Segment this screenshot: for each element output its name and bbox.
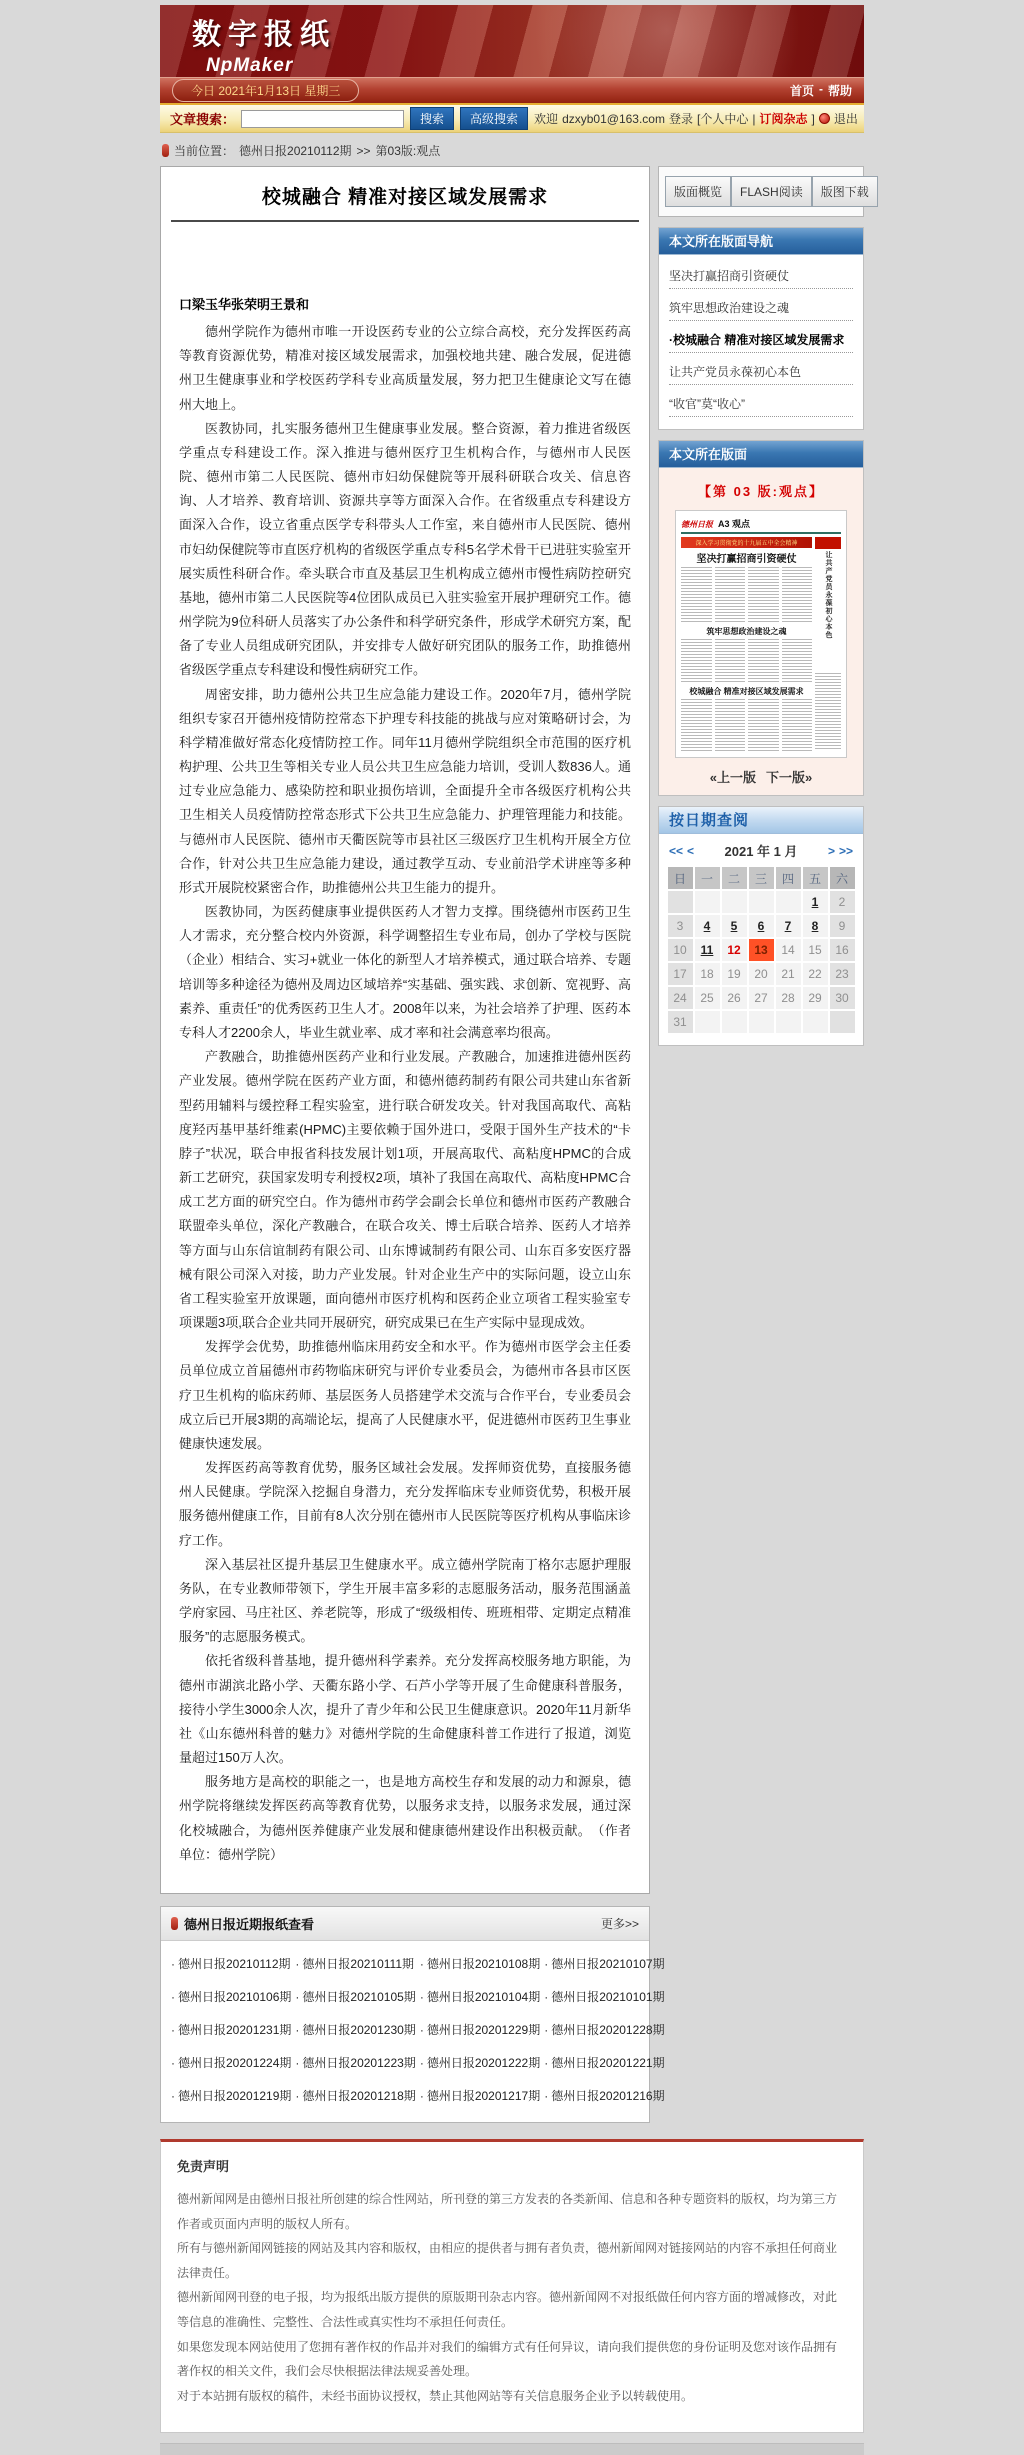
- thumbnail-section: A3 观点: [718, 519, 751, 529]
- thumbnail-text-columns: [681, 699, 812, 751]
- logo-subtitle: NpMaker: [206, 55, 294, 76]
- help-link[interactable]: 帮助: [827, 84, 852, 98]
- logout-icon: [819, 113, 830, 124]
- bullet-icon: ·: [171, 2056, 175, 2070]
- article-title: 校城融合 精准对接区域发展需求: [261, 187, 549, 208]
- main-column: [160, 166, 665, 2123]
- login-link[interactable]: 登录: [668, 112, 693, 126]
- flash-read-button[interactable]: FLASH阅读: [731, 176, 812, 207]
- page-number-label: 【第 03 版:观点】: [697, 484, 824, 499]
- page-container: [160, 5, 869, 2455]
- recent-issue-label: 德州日报20201228期: [551, 2023, 665, 2037]
- disclaimer-paragraph: 所有与德州新闻网链接的网站及其内容和版权，由相应的提供者与拥有者负责，德州新闻网对链接网站的内容不承担任何商业法律责任。: [177, 2241, 838, 2280]
- recent-issue-label: 德州日报20201229期: [426, 2023, 541, 2037]
- thumbnail-headline-3: 校城融合 精准对接区域发展需求: [689, 687, 804, 696]
- recent-issue-link[interactable]: [542, 2046, 666, 2079]
- calendar-day: 24: [668, 987, 693, 1009]
- bullet-icon: ·: [544, 1990, 549, 2004]
- calendar-day: 23: [830, 963, 855, 985]
- breadcrumb-section-link[interactable]: 第03版:观点: [375, 144, 441, 158]
- recent-issue-label: 德州日报20210108期: [426, 1957, 541, 1971]
- calendar-day: 3: [668, 915, 693, 937]
- recent-issue-link[interactable]: [293, 2013, 417, 2046]
- bullet-icon: ·: [544, 2023, 549, 2037]
- current-page-panel-title: 本文所在版面: [659, 441, 863, 468]
- breadcrumb-marker-icon: [162, 144, 169, 157]
- nav-separator: -: [818, 82, 823, 96]
- current-page-panel-body: [659, 468, 863, 795]
- calendar-day: [695, 1011, 720, 1033]
- page-article-link[interactable]: ·校城融合 精准对接区域发展需求: [669, 321, 853, 353]
- disclaimer-paragraph: 对于本站拥有版权的稿件，未经书面协议授权，禁止其他网站等有关信息服务企业予以转载使用。: [177, 2388, 694, 2403]
- calendar-day-header: 一: [695, 867, 720, 889]
- calendar-day: [830, 1011, 855, 1033]
- user-center-link[interactable]: [个人中心: [696, 112, 749, 126]
- page-download-button[interactable]: 版图下载: [812, 176, 878, 207]
- calendar-day[interactable]: 4: [695, 915, 720, 937]
- calendar-day: 20: [749, 963, 774, 985]
- calendar-day: 18: [695, 963, 720, 985]
- bottom-strip: [160, 2443, 864, 2455]
- recent-issue-link[interactable]: [293, 1947, 417, 1980]
- recent-issue-label: 德州日报20201230期: [302, 2023, 416, 2037]
- next-year-arrow[interactable]: >>: [838, 843, 853, 858]
- disclaimer-text: [177, 2187, 847, 2408]
- calendar-day[interactable]: 1: [803, 891, 828, 913]
- disclaimer-paragraph: 德州新闻网是由德州日报社所创建的综合性网站，所刊登的第三方发表的各类新闻、信息和各种专题资料的版权，均为第三方作者或页面内声明的版权人所有。: [177, 2192, 838, 2231]
- recent-issue-link[interactable]: [418, 2013, 542, 2046]
- bullet-icon: ·: [419, 2023, 424, 2037]
- bullet-icon: ·: [295, 2056, 300, 2070]
- bullet-icon: ·: [171, 1990, 175, 2004]
- bullet-icon: ·: [544, 1957, 549, 1971]
- calendar-day[interactable]: 12: [722, 939, 747, 961]
- disclaimer-paragraph: 德州新闻网刊登的电子报，均为报纸出版方提供的原版期刊杂志内容。德州新闻网不对报纸做任何内容方面的增减修改，对此等信息的准确性、完整性、合法性或真实性均不承担任何责任。: [177, 2290, 838, 2329]
- calendar-day: 31: [668, 1011, 693, 1033]
- title-divider: [171, 220, 639, 222]
- prev-year-arrow[interactable]: <<: [669, 843, 684, 858]
- calendar-day: 22: [803, 963, 828, 985]
- calendar-day: 19: [722, 963, 747, 985]
- calendar-day: 28: [776, 987, 801, 1009]
- article-paragraph: 医教协同，为医药健康事业提供医药人才智力支撑。围绕德州市医药卫生人才需求，充分整合校内外资源，科学调整招生专业布局，创办了学校与医院（企业）相结合、实习+就业一体化的新型人才培养模式，通过联合培养、专题培训等多种途径为德州及周边区域培养“实基础、强实践、求创新、宽视野、高素养、重责任”的优秀医药卫生人才。2008年以来，为社会培养了护理、医药本专科人才2200余人，毕业生就业率、成才率和社会满意率均很高。: [179, 904, 631, 1040]
- recent-issue-link[interactable]: [169, 1980, 293, 2013]
- user-email: dzxyb01@163.com: [562, 111, 665, 126]
- thumbnail-paper-logo: 德州日报: [681, 520, 713, 529]
- recent-marker-icon: [171, 1917, 178, 1930]
- calendar-day: 2: [830, 891, 855, 913]
- calendar-day[interactable]: 5: [722, 915, 747, 937]
- calendar-day: 26: [722, 987, 747, 1009]
- thumbnail-text-columns: [681, 639, 812, 683]
- search-label: 文章搜索：: [170, 112, 236, 127]
- article-body: [161, 320, 649, 1867]
- calendar-day: 10: [668, 939, 693, 961]
- page-nav-panel: [658, 227, 864, 430]
- thumbnail-headline-1: 坚决打赢招商引资硬仗: [696, 554, 797, 565]
- prev-month-arrow[interactable]: <: [687, 843, 695, 858]
- calendar-day: 9: [830, 915, 855, 937]
- bullet-icon: ·: [544, 2056, 549, 2070]
- disclaimer-paragraph: 如果您发现本网站使用了您拥有著作权的作品并对我们的编辑方式有任何异议，请向我们提供您的身份证明及您对该作品拥有著作权的相关文件，我们会尽快根据法律法规妥善处理。: [177, 2339, 838, 2379]
- home-link[interactable]: 首页: [789, 84, 814, 98]
- recent-issues-header: [161, 1907, 649, 1941]
- calendar-day-header: 三: [749, 867, 774, 889]
- calendar-nav: [659, 834, 863, 862]
- search-bar: [160, 103, 864, 133]
- recent-issues-grid: [161, 1941, 665, 2122]
- article-paragraph: 医教协同，扎实服务德州卫生健康事业发展。整合资源，着力推进省级医学重点专科建设工作。深入推进与德州医疗卫生机构合作，与德州市人民医院、德州市第二人民医院、德州市妇幼保健院等开展科研联合攻关、信息咨询、人才培养、教育培训、资源共享等方面深入合作。在省级重点专科建设方面深入合作，设立省重点医学专科带头人工作室，来自德州市人民医院、德州市妇幼保健院等市直医疗机构的省级医学重点专科5名学术骨干已进驻实验室开展实质性科研合作。牵头联合市直及基层卫生机构成立德州市慢性病防控研究基地，德州市第二人民医院等4位团队成员已入驻实验室开展护理研究工作。德州学院为9位科研人员落实了办公条件和科学研究条件，形成学术研究方案，配备了专业人员组成研究团队，并安排专人做好研究团队的服务工作，助推德州省级医学重点专科建设和慢性病研究工作。: [179, 420, 631, 678]
- breadcrumb-separator: >>: [356, 143, 371, 158]
- account-separator: |: [752, 111, 756, 126]
- calendar-day: 21: [776, 963, 801, 985]
- article-paragraph: 依托省级科普基地，提升德州科学素养。充分发挥高校服务地方职能，为德州市湖滨北路小学、天衢东路小学、石芦小学等开展了生命健康科普服务，接待小学生3000余人次，提升了青少年和公民卫生健康意识。2020年11月新华社《山东德州科普的魅力》对德州学院的生命健康科普工作进行了报道，浏览量超过150万人次。: [179, 1653, 631, 1766]
- welcome-label: 欢迎: [534, 112, 559, 126]
- calendar-day: 16: [830, 939, 855, 961]
- bullet-icon: ·: [171, 1957, 175, 1971]
- calendar-day: [668, 891, 693, 913]
- recent-issue-link[interactable]: [542, 2079, 666, 2112]
- bullet-icon: ·: [295, 1990, 300, 2004]
- thumbnail-banner: 深入学习贯彻党的十九届五中全会精神: [681, 537, 812, 548]
- page-pager: [665, 758, 857, 789]
- article-paragraph: 深入基层社区提升基层卫生健康水平。成立德州学院南丁格尔志愿护理服务队，在专业教师带领下，学生开展丰富多彩的志愿服务活动，服务范围涵盖学府家园、马庄社区、养老院等，形成了“级级相传、班班相带、定期定点精准服务”的志愿服务模式。: [179, 1556, 631, 1645]
- recent-issue-link[interactable]: [418, 2079, 542, 2112]
- search-button[interactable]: 搜索: [410, 107, 454, 130]
- calendar-day[interactable]: 11: [695, 939, 720, 961]
- recent-issue-label: 德州日报20201217期: [426, 2089, 541, 2103]
- bullet-icon: ·: [295, 2089, 300, 2103]
- page-article-list: [659, 255, 863, 429]
- calendar-day: 15: [803, 939, 828, 961]
- bullet-icon: ·: [419, 1957, 424, 1971]
- recent-issue-label: 德州日报20201216期: [551, 2089, 665, 2103]
- article-search-input[interactable]: [241, 110, 404, 128]
- calendar-table: [666, 865, 857, 1035]
- sidebar: [658, 166, 869, 1046]
- recent-issue-link[interactable]: [418, 2046, 542, 2079]
- article-paragraph: 发挥医药高等教育优势，服务区域社会发展。发挥师资优势，直接服务德州人民健康。学院深入挖掘自身潜力，充分发挥临床专业师资优势，积极开展服务德州健康工作，目前有8人次分别在德州市人民医院等医疗机构从事临床诊疗工作。: [179, 1460, 631, 1548]
- date-bar: [160, 77, 864, 103]
- calendar-day: 30: [830, 987, 855, 1009]
- recent-issue-label: 德州日报20201224期: [178, 2056, 292, 2070]
- recent-issue-link[interactable]: [169, 2079, 293, 2112]
- recent-issue-label: 德州日报20210101期: [551, 1990, 665, 2004]
- disclaimer-box: [160, 2139, 864, 2433]
- page-overview-button[interactable]: 版面概览: [665, 176, 731, 207]
- calendar-day: 14: [776, 939, 801, 961]
- calendar-day-header: 六: [830, 867, 855, 889]
- top-nav: [790, 82, 852, 99]
- bullet-icon: ·: [419, 2056, 424, 2070]
- recent-issue-label: 德州日报20210107期: [551, 1957, 665, 1971]
- calendar-day: [749, 891, 774, 913]
- bullet-icon: ·: [171, 2089, 175, 2103]
- bullet-icon: ·: [419, 2089, 424, 2103]
- calendar-day-header: 日: [668, 867, 693, 889]
- page-article-link[interactable]: 筑牢思想政治建设之魂: [669, 289, 853, 321]
- recent-issue-link[interactable]: [169, 2046, 293, 2079]
- article-paragraph: 服务地方是高校的职能之一，也是地方高校生存和发展的动力和源泉，德州学院将继续发挥医药高等教育优势，以服务求支持，以服务求发展，通过深化校城融合，为德州医养健康产业发展和健康德州建设作出积极贡献。 （作者单位：德州学院）: [179, 1774, 631, 1862]
- bullet-icon: ·: [544, 2089, 549, 2103]
- calendar-day: [722, 891, 747, 913]
- recent-issue-link[interactable]: [542, 1947, 666, 1980]
- calendar-day: [776, 1011, 801, 1033]
- calendar-day: [749, 1011, 774, 1033]
- bullet-icon: ·: [295, 2023, 300, 2037]
- recent-issue-link[interactable]: [169, 2013, 293, 2046]
- recent-issue-link[interactable]: [542, 2013, 666, 2046]
- calendar-month-label: 2021 年 1 月: [724, 844, 798, 859]
- bullet-icon: ·: [295, 1957, 300, 1971]
- site-logo: [192, 12, 336, 77]
- recent-issue-label: 德州日报20201223期: [302, 2056, 416, 2070]
- site-banner: [160, 5, 864, 77]
- calendar-day: 17: [668, 963, 693, 985]
- page-nav-panel-title: 本文所在版面导航: [659, 228, 863, 255]
- recent-issue-link[interactable]: [542, 1980, 666, 2013]
- logo-title: 数字报纸: [192, 19, 337, 51]
- calendar-day[interactable]: 6: [749, 915, 774, 937]
- recent-issue-label: 德州日报20201222期: [426, 2056, 541, 2070]
- calendar-day: 29: [803, 987, 828, 1009]
- recent-issue-label: 德州日报20210106期: [178, 1990, 292, 2004]
- calendar-day: [695, 891, 720, 913]
- page-article-link[interactable]: 坚决打赢招商引资硬仗: [669, 257, 853, 289]
- recent-issue-link[interactable]: [418, 1947, 542, 1980]
- article-box: [160, 166, 650, 1894]
- recent-issue-label: 德州日报20210104期: [426, 1990, 541, 2004]
- bullet-icon: ·: [419, 1990, 424, 2004]
- thumbnail-text-columns: [681, 567, 812, 623]
- recent-issue-label: 德州日报20210105期: [302, 1990, 416, 2004]
- next-month-arrow[interactable]: >: [827, 843, 835, 858]
- page-thumbnail[interactable]: [675, 510, 847, 758]
- calendar-day: 25: [695, 987, 720, 1009]
- subscribe-link[interactable]: 订阅杂志: [759, 112, 808, 126]
- recent-issue-label: 德州日报20201231期: [178, 2023, 292, 2037]
- calendar-day: [776, 891, 801, 913]
- thumbnail-headline-2: 筑牢思想政治建设之魂: [706, 627, 787, 636]
- calendar-day-header: 四: [776, 867, 801, 889]
- thumbnail-side-tag: [815, 537, 841, 549]
- thumbnail-side-headline: 让共产党员永葆初心本色: [825, 551, 832, 639]
- calendar-day[interactable]: 8: [803, 915, 828, 937]
- page-article-link[interactable]: “收官”莫“收心”: [669, 385, 853, 417]
- advanced-search-button[interactable]: 高级搜索: [460, 107, 528, 130]
- calendar-selected-day[interactable]: 13: [749, 939, 774, 961]
- recent-issue-label: 德州日报20210112期: [178, 1957, 291, 1971]
- thumbnail-side-column: [815, 537, 841, 751]
- recent-issue-link[interactable]: [293, 2046, 417, 2079]
- calendar-panel: [658, 806, 864, 1046]
- recent-issue-link[interactable]: [293, 2079, 417, 2112]
- article-paragraph: 发挥学会优势，助推德州临床用药安全和水平。作为德州市医学会主任委员单位成立首届德州市药物临床研究与评价专业委员会，为德州市各县市区医疗卫生机构的临床药师、基层医务人员搭建学术交流与合作平台，专业委员会成立后已开展3期的高端论坛，提高了人民健康水平，促进德州市医药卫生事业健康快速发展。: [179, 1339, 631, 1451]
- breadcrumb-label: 当前位置：: [174, 144, 235, 158]
- page-article-link[interactable]: 让共产党员永葆初心本色: [669, 353, 853, 385]
- thumbnail-masthead: [681, 517, 841, 530]
- disclaimer-title: 免责声明: [177, 2159, 230, 2174]
- article-paragraph: 周密安排，助力德州公共卫生应急能力建设工作。2020年7月，德州学院组织专家召开德州疫情防控常态下护理专科技能的挑战与应对策略研讨会，为科学精准做好常态化疫情防控工作。同年11月德州学院组织全市范围的医疗机构护理、公共卫生等相关专业人员公共卫生应急能力培训，受训人数836人。通过专业应急能力、感染防控和职业损伤培训，全面提升全市各级医疗机构公共卫生相关人员疫情防控常态形式下公共卫生应急能力、护理管理能力和技能。与德州市人民医院、德州市天衢医院等市县社区三级医疗卫生机构开展全方位合作，针对公共卫生应急能力建设，通过教学互动、专业前沿学术讲座等多种形式开展院校紧密合作，助推德州公共卫生能力的提升。: [179, 686, 631, 895]
- recent-issue-label: 德州日报20201218期: [302, 2089, 416, 2103]
- thumbnail-side-lines: [815, 673, 841, 751]
- page-action-buttons: [658, 166, 869, 217]
- calendar-day: [722, 1011, 747, 1033]
- calendar-day: 27: [749, 987, 774, 1009]
- calendar-panel-title: 按日期查阅: [659, 807, 863, 834]
- calendar-day[interactable]: 7: [776, 915, 801, 937]
- more-issues-link[interactable]: 更多>>: [600, 1917, 639, 1931]
- recent-issue-link[interactable]: [169, 1947, 293, 1980]
- recent-issue-label: 德州日报20201221期: [551, 2056, 665, 2070]
- bullet-icon: ·: [171, 2023, 175, 2037]
- recent-issues-title: 德州日报近期报纸查看: [184, 1917, 315, 1932]
- calendar-day-header: 二: [722, 867, 747, 889]
- article-paragraph: 产教融合，助推德州医药产业和行业发展。产教融合，加速推进德州医药产业发展。德州学院在医药产业方面，和德州德药制药有限公司共建山东省新型药用辅料与缓控释工程实验室，进行联合研发攻关。针对我国高取代、高粘度羟丙基甲基纤维素(HPMC)主要依赖于国外进口，受限于国外生产技术的“卡脖子”状况，联合申报省科技发展计划1项，开展高取代、高粘度HPMC的合成新工艺研究，获国家发明专利授权2项，填补了我国在高取代、高粘度HPMC合成工艺方面的研究空白。作为德州市药学会副会长单位和德州市医药产教融合联盟牵头单位，深化产教融合，在联合攻关、博士后联合培养、医药人才培养等方面与山东信谊制药有限公司、山东博诚制药有限公司、山东百多安医疗器械有限公司深入对接，助力产业发展。针对企业生产中的实际问题，设立山东省工程实验室开放课题，面向德州市医疗机构和医药企业立项省工程实验室专项课题3项,联合企业共同开展研究，研究成果已在生产实际中显现成效。: [179, 1049, 631, 1331]
- breadcrumb: [160, 133, 864, 166]
- next-page-link[interactable]: 下一版»: [766, 770, 813, 785]
- bracket-close: ]: [811, 111, 815, 126]
- calendar-day-header: 五: [803, 867, 828, 889]
- recent-issue-label: 德州日报20201219期: [178, 2089, 292, 2103]
- calendar-next-arrows: [828, 844, 853, 858]
- calendar-prev-arrows: [669, 844, 694, 858]
- recent-issue-label: 德州日报20210111期: [302, 1957, 415, 1971]
- account-area: [534, 110, 858, 127]
- logout-link[interactable]: 退出: [833, 112, 858, 126]
- article-paragraph: 德州学院作为德州市唯一开设医药专业的公立综合高校，充分发挥医药高等教育资源优势，精准对接区域发展需求，加强校地共建、融合发展，促进德州卫生健康事业和学校医药学科专业高质量发展，努力把卫生健康论文写在德州大地上。: [179, 324, 631, 412]
- today-date: 今日 2021年1月13日 星期三: [172, 79, 359, 102]
- recent-issues-box: [160, 1906, 665, 2123]
- calendar-day: [803, 1011, 828, 1033]
- thumbnail-rule: [681, 532, 841, 534]
- breadcrumb-issue-link[interactable]: 德州日报20210112期: [239, 144, 352, 158]
- recent-issue-link[interactable]: [293, 1980, 417, 2013]
- article-author: 口梁玉华张荣明王景和: [179, 297, 310, 312]
- current-page-panel: [658, 440, 864, 796]
- recent-issue-link[interactable]: [418, 1980, 542, 2013]
- prev-page-link[interactable]: «上一版: [709, 770, 756, 785]
